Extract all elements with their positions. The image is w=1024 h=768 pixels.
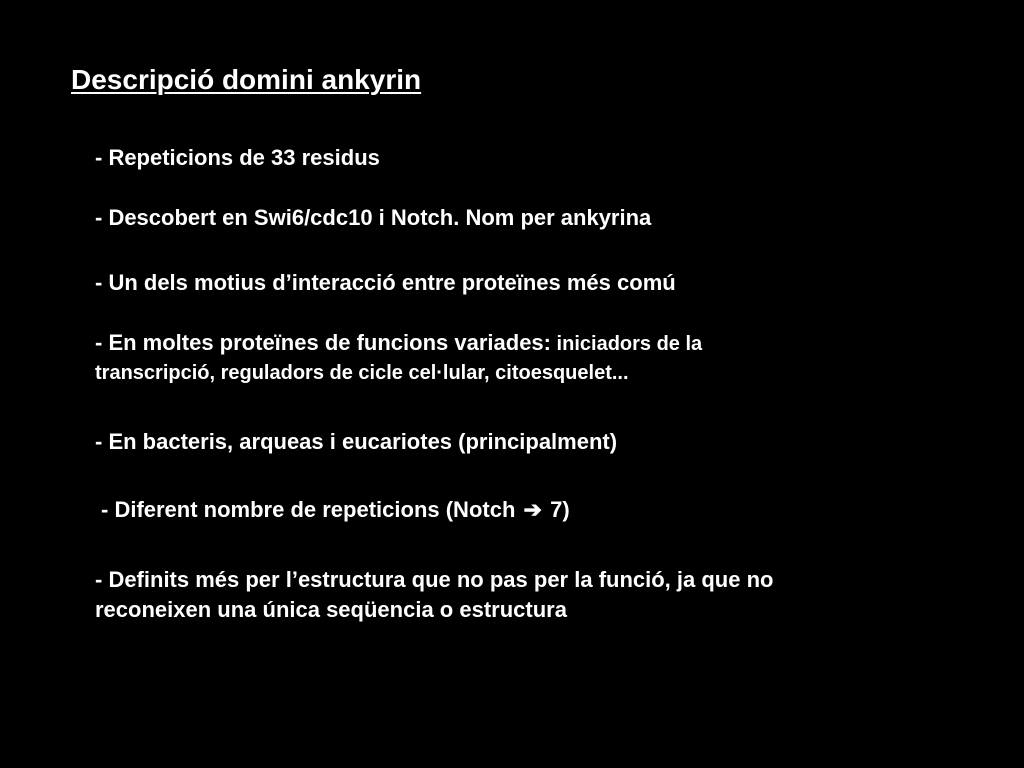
bullet-funcions-variades bbox=[95, 328, 702, 388]
right-arrow-icon: ➔ bbox=[523, 497, 542, 522]
bullet-definits-line1: - Definits més per l’estructura que no pas per la funció, ja que no bbox=[95, 567, 774, 592]
bullet-bacteris: - En bacteris, arqueas i eucariotes (principalment) bbox=[95, 429, 618, 454]
bullet-funcions-variades-line2: transcripció, reguladors de cicle cel·lular, citoesquelet... bbox=[95, 362, 629, 384]
bullet-nombre-repeticions-text: - Diferent nombre de repeticions (Notch bbox=[101, 497, 516, 522]
bullet-funcions-variades-detail: iniciadors de la bbox=[551, 333, 703, 355]
bullet-funcions-variades-main: - En moltes proteïnes de funcions variades: bbox=[95, 330, 551, 355]
slide-title: Descripció domini ankyrin bbox=[71, 64, 422, 95]
bullet-motius-interaccio: - Un dels motius d’interacció entre proteïnes més comú bbox=[95, 270, 676, 295]
bullet-nombre-repeticions bbox=[101, 495, 570, 525]
bullet-repeticions: - Repeticions de 33 residus bbox=[95, 145, 380, 170]
bullet-nombre-repeticions-count: 7) bbox=[550, 497, 570, 522]
bullet-definits bbox=[95, 565, 773, 625]
bullet-definits-line2: reconeixen una única seqüencia o estructura bbox=[95, 597, 567, 622]
bullet-descobert: - Descobert en Swi6/cdc10 i Notch. Nom per ankyrina bbox=[95, 205, 652, 230]
